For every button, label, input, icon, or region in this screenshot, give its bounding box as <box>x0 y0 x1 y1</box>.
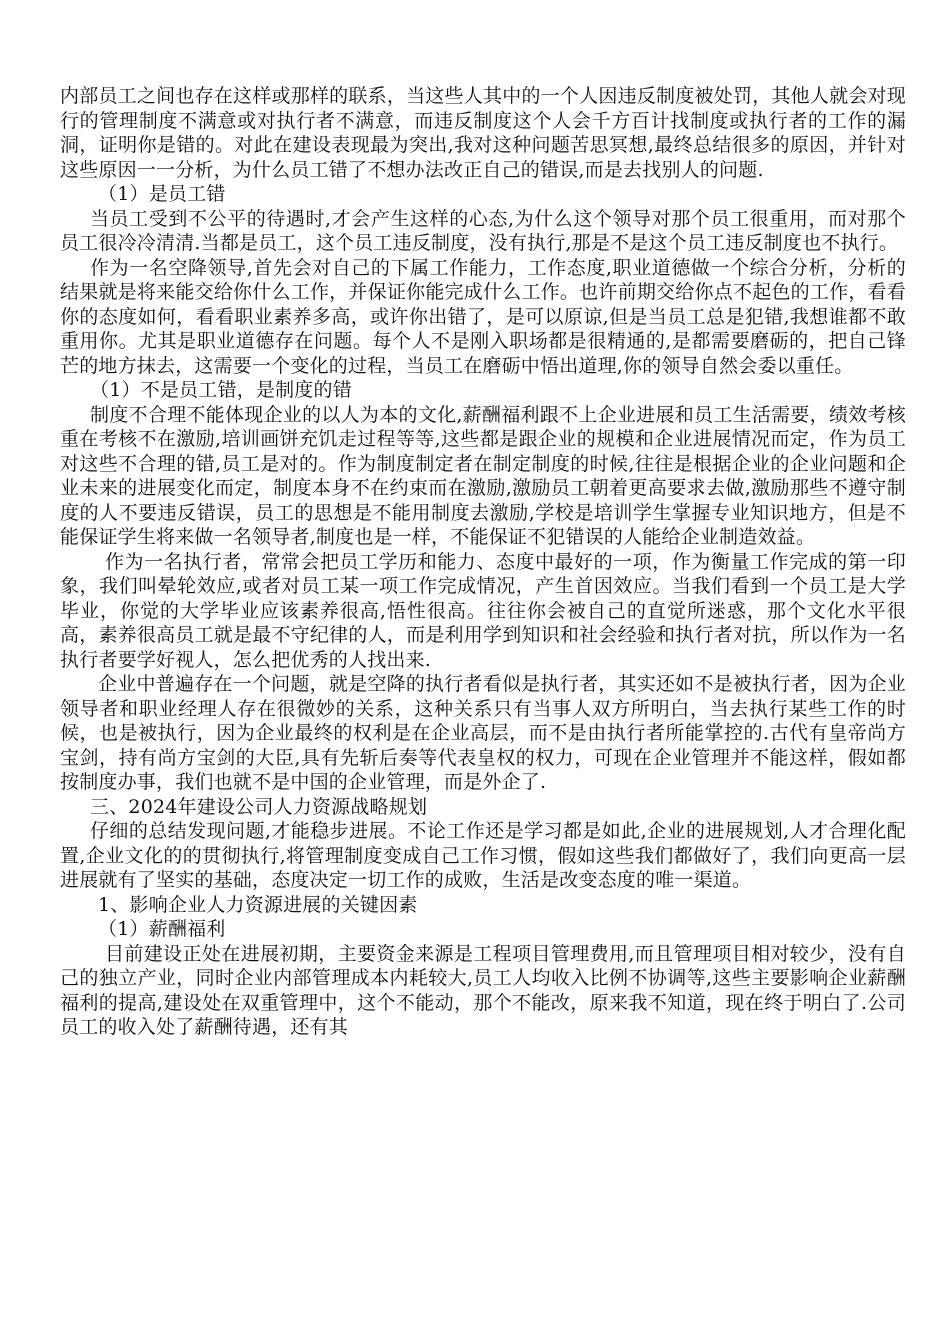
heading-key-factors: 1、影响企业人力资源进展的关键因素 <box>98 893 418 916</box>
paragraph-summary: 仔细的总结发现问题,才能稳步进展。不论工作还是学习都是如此,企业的进展规划,人才合理化配置,企业文化的的贯彻执行,将管理制度变成自己工作习惯，假如这些我们都做好了，我们向更高一层进展就有了坚实的基础，态度决定一切工作的成败，生活是改变态度的唯一渠道。 <box>60 820 906 891</box>
paragraph-executor-relationship: 企业中普遍存在一个问题，就是空降的执行者看似是执行者，其实还如不是被执行者，因为企业领导者和职业经理人存在很微妙的关系，这种关系只有当事人双方所明白，当去执行某些工作的时候，也是被执行，因为企业最终的权利是在企业高层，而不是由执行者所能掌控的.古代有皇帝尚方宝剑，持有尚方宝剑的大臣,具有先斩后奏等代表皇权的权力，可现在企业管理并不能这样，假如都按制度办事，我们也就不是中国的企业管理，而是外企了. <box>60 673 906 793</box>
paragraph-halo-effect: 作为一名执行者，常常会把员工学历和能力、态度中最好的一项，作为衡量工作完成的第一印象，我们叫晕轮效应,或者对员工某一项工作完成情况，产生首因效应。当我们看到一个员工是大学毕业，你觉的大学毕业应该素养很高,悟性很高。往往你会被自己的直觉所迷惑，那个文化水平很高，素养很高员工就是最不守纪律的人，而是利用学到知识和社会经验和执行者对抗，所以作为一名执行者要学好视人，怎么把优秀的人找出来. <box>60 550 906 671</box>
paragraph-unfair-treatment: 当员工受到不公平的待遇时,才会产生这样的心态,为什么这个领导对那个员工很重用，而对那个员工很冷冷清清.当都是员工，这个员工违反制度，没有执行,那是不是这个员工违反制度也不执行。 <box>60 207 906 254</box>
paragraph-unreasonable-system: 制度不合理不能体现企业的以人为本的文化,薪酬福利跟不上企业进展和员工生活需要，绩效考核重在考核不在激励,培训画饼充饥走过程等等,这些都是跟企业的规模和企业进展情况而定，作为员工对这些不合理的错,员工是对的。作为制度制定者在制定制度的时候,往往是根据企业的企业问题和企业未来的进展变化而定，制度本身不在约束而在激励,激励员工朝着更高要求去做,激励那些不遵守制度的人不要违反错误，员工的思想是不能用制度去激励,学校是培训学生掌握专业知识地方，但是不能保证学生将来做一名领导者,制度也是一样，不能保证不犯错误的人能给企业制造效益。 <box>60 403 906 548</box>
heading-hr-strategy: 三、2024年建设公司人力资源战略规划 <box>90 795 428 818</box>
paragraph-new-leader: 作为一名空降领导,首先会对自己的下属工作能力，工作态度,职业道德做一个综合分析，分析的结果就是将来能交给你什么工作，并保证你能完成什么工作。也许前期交给你点不起色的工作，看看你的态度如何，看看职业素养多高，或许你出错了，是可以原谅,但是当员工总是犯错,我想谁都不敢重用你。尤其是职业道德存在问题。每个人不是刚入职场都是很精通的,是都需要磨砺的，把自己锋芒的地方抹去，这需要一个变化的过程，当员工在磨砺中悟出道理,你的领导自然会委以重任。 <box>60 256 906 377</box>
heading-compensation: （1）薪酬福利 <box>98 918 226 940</box>
document-page <box>60 84 906 1040</box>
heading-employee-fault: （1）是员工错 <box>98 183 226 205</box>
paragraph-intro: 内部员工之间也存在这样或那样的联系，当这些人其中的一个人因违反制度被处罚，其他人就会对现行的管理制度不满意或对执行者不满意，而违反制度这个人会千方百计找制度或执行者的工作的漏洞，证明你是错的。对此在建设表现最为突出,我对这种问题苦思冥想,最终总结很多的原因，并针对这些原因一一分析，为什么员工错了不想办法改正自己的错误,而是去找别人的问题. <box>60 85 906 181</box>
paragraph-current-situation: 目前建设正处在进展初期，主要资金来源是工程项目管理费用,而且管理项目相对较少，没有自己的独立产业，同时企业内部管理成本内耗较大,员工人均收入比例不协调等,这些主要影响企业薪酬福利的提高,建设处在双重管理中，这个不能动，那个不能改，原来我不知道，现在终于明白了.公司员工的收入处了薪酬待遇，还有其 <box>60 942 906 1038</box>
heading-system-fault: （1）不是员工错，是制度的错 <box>90 379 352 401</box>
